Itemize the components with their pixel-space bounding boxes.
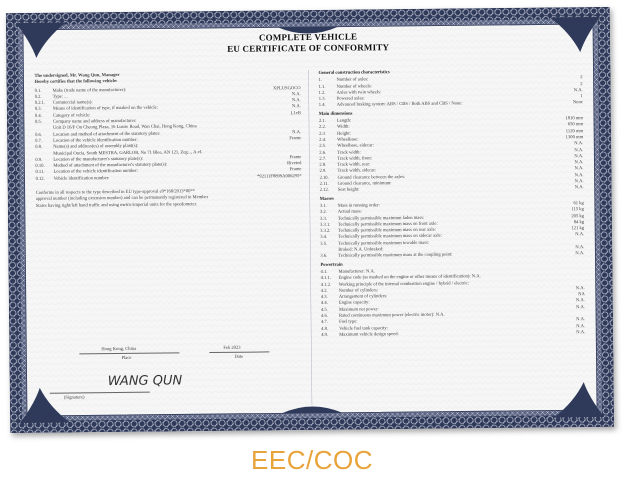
item-value: N.A.: [574, 165, 584, 171]
item-value: 1810 mm: [565, 115, 583, 121]
item-number: 2.3.: [319, 130, 327, 136]
item-label: Name(s) and address(es) of assembly plant(s):: [53, 143, 139, 149]
item-number: 3.3.: [319, 215, 327, 221]
item-label: Track width, sidecar:: [337, 167, 377, 174]
item-value: L1eB: [290, 109, 301, 115]
item-number: 4.1.1.: [320, 274, 331, 281]
item-label: Technically permissible maximum mass on rear axle:: [338, 226, 437, 233]
item-number: 3.2.: [319, 209, 327, 215]
item-number: 4.1.: [320, 268, 328, 274]
item-value: N.A.: [575, 284, 585, 291]
item-value: NA: [578, 291, 585, 297]
item-label: Track width:: [337, 149, 361, 155]
item-number: 0.7.: [35, 137, 43, 143]
item-number: 3.3.1.: [320, 221, 331, 227]
item-number: 3.6.: [320, 253, 328, 259]
item-label: Ground clearance, minimum:: [337, 180, 392, 186]
item-value: 205 kg: [571, 212, 584, 218]
item-label: Commercial name(s):: [52, 99, 93, 105]
item-number: 0.2.1.: [34, 99, 46, 106]
item-number: 4.7.: [321, 319, 328, 325]
item-number: 0.2.: [34, 93, 42, 99]
signature-label: (Signature): [63, 394, 85, 400]
item-number: 0.8.: [35, 144, 43, 150]
item-value: None: [572, 99, 583, 105]
title-line-1: COMPLETE VEHICLE: [258, 31, 358, 43]
item-value: 1: [580, 93, 583, 99]
item-value: 61 kg: [573, 200, 584, 206]
item-label: Number of axles:: [336, 76, 369, 83]
conformity-line-2: approval number (including extension number) and can be permanently registered in Member: [35, 194, 209, 202]
conformity-line-3: States having right/left hand traffic and using metric/imperial units for the speedometer.: [35, 200, 198, 208]
item-value: 650 mm: [567, 121, 584, 127]
item-number: 4.2.: [320, 287, 328, 293]
item-label: Rated continuous maximum power (electric motor): N.A.: [338, 311, 445, 318]
item-label: Type: ...: [52, 93, 68, 99]
item-value: N.A.: [291, 103, 301, 109]
item-number: 0.5.: [34, 118, 42, 124]
handwritten-signature: WANG QUN: [107, 373, 183, 390]
item-value: N.A.: [575, 244, 585, 250]
item-value: *92111F8899A006295*: [256, 172, 302, 179]
date-label: Date: [234, 353, 244, 359]
item-number: 0.11.: [35, 169, 45, 175]
item-number: 4.3.: [320, 293, 328, 299]
doc-type-caption: EEC/COC: [251, 445, 373, 475]
item-label: Powered axles:: [336, 95, 365, 101]
item-number: 2.12.: [319, 187, 329, 193]
item-value: N.A.: [575, 297, 585, 303]
item-number: 1.3.: [318, 96, 326, 102]
item-number: 3.3.2.: [320, 227, 331, 234]
item-label: Track width, front:: [337, 155, 373, 161]
item-label: Seat height:: [337, 186, 360, 193]
item-label: Means of identification of type, if marked on the vehicle:: [52, 105, 158, 112]
item-number: 1.1.: [318, 83, 326, 89]
item-number: 2.8.: [319, 161, 327, 168]
item-number: 3.5.: [320, 240, 328, 246]
item-value: Frame: [289, 153, 302, 160]
item-number: 4.1.2.: [320, 281, 332, 287]
item-number: 1.4.: [318, 102, 326, 108]
item-label: Arrangement of cylinders:: [338, 293, 388, 299]
certificate-sheet: [6, 7, 614, 433]
item-label: Category of vehicle:: [52, 112, 91, 118]
item-label: Mass in running order:: [337, 202, 380, 208]
item-value: N.A.: [574, 146, 584, 152]
item-label: Width:: [336, 123, 350, 130]
item-value: N.A.: [575, 231, 585, 237]
item-label: Working principle of the internal combustion engine / hybrid / electric:: [338, 279, 469, 287]
item-number: 2.7.: [319, 155, 327, 161]
item-number: 0.3.: [34, 106, 42, 112]
place-label: Place: [121, 354, 132, 360]
item-label: Wheelbase, sidecar:: [337, 142, 374, 148]
item-number: 4.6.: [320, 312, 328, 318]
item-value: 121 kg: [571, 225, 585, 231]
item-label: Company name and address of manufacturer:: [52, 117, 137, 124]
item-label: Number of wheels:: [336, 82, 372, 89]
item-number: 0.6.: [35, 131, 43, 137]
section-heading: Powertrain: [320, 261, 343, 267]
item-value: N.A.: [576, 322, 586, 328]
right-field-row: [319, 100, 583, 109]
section-heading: General construction characteristics: [318, 69, 390, 75]
item-number: 1.: [318, 77, 323, 83]
item-value: N.A.: [292, 128, 302, 134]
item-number: 4.5.: [320, 306, 328, 312]
item-value: 84 kg: [573, 218, 585, 225]
item-number: 2.4.: [319, 136, 327, 142]
item-label: Location of the manufacturer's statutory plate(s):: [53, 155, 144, 162]
place-value: Hong Kong, China: [101, 345, 137, 352]
item-number: 0.1.: [34, 87, 42, 93]
item-number: 4.4.: [320, 300, 328, 306]
item-label: Length:: [336, 117, 352, 123]
item-label: Actual mass:: [337, 208, 362, 214]
item-value: N.A.: [574, 152, 584, 159]
item-label: Method of attachment of the manufacturer's statutory plate(s):: [53, 161, 168, 168]
item-number: 0.4.: [34, 112, 42, 118]
item-label: Location of the vehicle identification number:: [53, 136, 138, 143]
item-label: Engine code (as marked on the engine or other means of identification): N.A.: [338, 273, 481, 280]
item-number: 0.9.: [35, 156, 43, 162]
item-label: Height:: [337, 130, 351, 136]
item-label: Technically permissible maximum towable mass:: [338, 239, 430, 246]
item-label: Ground clearance between the axles:: [337, 173, 406, 180]
item-number: 2.10.: [319, 174, 329, 180]
item-label: Axles with twin wheels:: [336, 89, 382, 95]
item-label: Braked: N.A. Unbraked:: [338, 246, 384, 252]
item-value: N.A.: [575, 303, 585, 309]
item-number: 4.9.: [321, 331, 329, 337]
item-value: XPLUSGOCO: [273, 84, 301, 90]
item-value: Frame: [289, 135, 302, 141]
conformity-line-1: Conforms in all respects to the type described in EU type-approval e9*168/2013*00**: [35, 188, 196, 195]
item-value: 2: [580, 74, 583, 80]
item-value: N.A.: [574, 184, 584, 190]
item-label: Technically permissible maximum mass on sidecar axle:: [338, 233, 442, 240]
item-value: N.A.: [291, 97, 301, 103]
item-number: 0.10.: [35, 162, 45, 169]
item-label: Number of cylinders:: [338, 287, 379, 293]
item-value: 115 kg: [571, 206, 584, 212]
item-label: Manufacturer: N.A.: [338, 268, 375, 274]
right-field-row: [320, 250, 584, 259]
item-value: Frame: [289, 166, 302, 172]
left-column: [34, 70, 301, 209]
item-value: N.A.: [573, 87, 583, 93]
item-number: 2.1.: [318, 117, 326, 123]
item-label: Advanced braking system: ABS / CBS / Both ABS and CBS / None:: [336, 100, 463, 108]
item-value: N.A.: [574, 178, 584, 184]
right-field-row: [320, 184, 584, 193]
item-label: Fuel type:: [339, 318, 358, 324]
item-label: Track width, rear:: [337, 161, 371, 167]
item-value: N.A.: [576, 316, 586, 322]
item-value: N.A.: [574, 159, 584, 165]
section-heading: Main dimensions: [318, 110, 353, 116]
left-rows: [35, 85, 302, 182]
item-label: Location and method of attachment of the statutory plates:: [53, 130, 161, 137]
item-value: N.A.: [575, 250, 585, 256]
item-number: 2.11.: [319, 180, 329, 186]
item-value: 1120 mm: [565, 127, 584, 133]
date-value: Feb 2023: [223, 344, 241, 350]
item-label: Engine capacity:: [338, 299, 370, 306]
intro-line-2: Hereby certifies that the following vehicle:: [34, 78, 118, 85]
item-number: 4.8.: [321, 325, 329, 331]
item-label: Vehicle fuel tank capacity:: [339, 324, 389, 331]
item-label: Maximum net power:: [338, 305, 379, 312]
item-number: 0.12.: [35, 175, 45, 181]
item-value: 1300 mm: [565, 134, 584, 140]
item-label: Municipal Oncia, South MESTRA, GARLOR, No 71 Blee, AN 121, Zeg..., A.vI.: [53, 148, 203, 156]
title-line-2: EU CERTIFICATE OF CONFORMITY: [227, 42, 390, 54]
item-value: N.A.: [574, 171, 584, 177]
item-number: 2.9.: [319, 168, 327, 174]
item-label: Technically permissible maximum mass on front axle:: [338, 220, 438, 227]
right-column: [318, 65, 585, 338]
item-number: 1.2.: [318, 89, 326, 95]
item-number: 3.1.: [319, 202, 327, 208]
item-label: Vehicle identification number:: [53, 174, 110, 181]
item-label: Technically permissible maximum laden mass:: [337, 214, 425, 221]
item-label: Unit D 16/F On Cheong Plaza, 16 Lustre Road, Wan Chai, Hong Kong, China: [52, 123, 197, 131]
item-value: N.A.: [291, 90, 301, 97]
item-value: 2: [580, 80, 583, 86]
item-label: Wheelbase:: [337, 136, 359, 142]
item-label: Make (trade name of the manufacturer):: [52, 86, 127, 93]
section-heading: Masses: [319, 195, 334, 201]
item-number: 2.2.: [318, 124, 326, 130]
item-value: N.A.: [576, 328, 586, 335]
intro-line-1: The undersigned, Mr. Wang Qun, Manager: [34, 71, 120, 78]
item-number: 3.4.: [320, 234, 328, 240]
item-label: Location of the vehicle identification number:: [53, 168, 139, 175]
item-label: Technically permissible maximum mass at the coupling point:: [338, 251, 453, 259]
item-number: 2.5.: [319, 143, 327, 149]
item-number: 2.6.: [319, 149, 327, 155]
item-value: N.A.: [574, 140, 584, 146]
item-value: Riveted: [287, 160, 302, 166]
item-label: Maximum vehicle design speed:: [339, 330, 399, 337]
